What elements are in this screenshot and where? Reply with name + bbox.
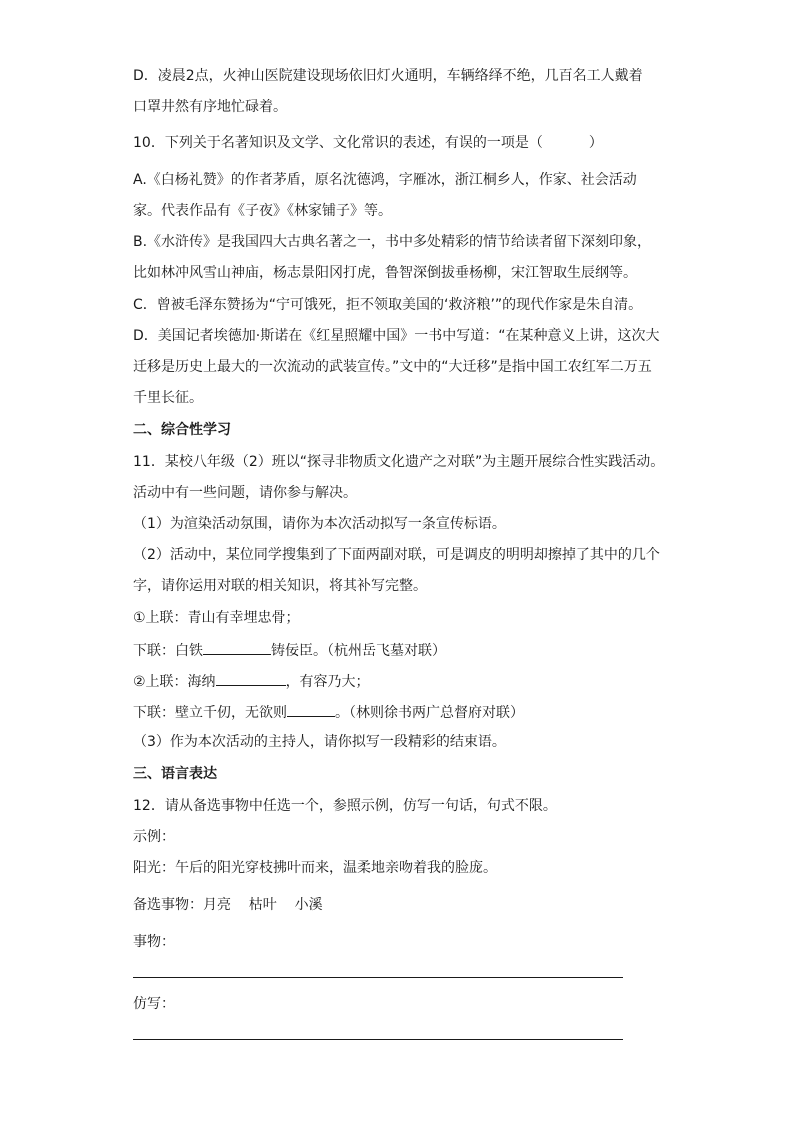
- thing-label: 事物：: [133, 934, 175, 950]
- couplet-2-lower-start: 下联：壁立千仞，无欲则: [133, 705, 287, 721]
- thing-answer-line[interactable]: [133, 977, 623, 978]
- couplet-1-lower-start: 下联：白铁: [133, 643, 203, 659]
- question-11-line-2: 活动中有一些问题，请你参与解决。: [133, 485, 357, 501]
- question-11-part-1: （1）为渲染活动氛围，请你为本次活动拟写一条宣传标语。: [133, 516, 506, 532]
- couplet-2-upper: [133, 671, 673, 691]
- option-d-line-1: D．凌晨2点，火神山医院建设现场依旧灯火通明，车辆络绎不绝，几百名工人戴着: [133, 68, 643, 84]
- couplet-2-upper-end: ，有容乃大；: [285, 674, 370, 690]
- couplet-1-lower-end: 铸佞臣。（杭州岳飞墓对联）: [271, 643, 446, 659]
- option-d2-line-1: D．美国记者埃德加·斯诺在《红星照耀中国》一书中写道：“在某种意义上讲，这次大: [133, 328, 660, 344]
- example-label: 示例：: [133, 829, 175, 845]
- question-11-part-2-line-2: 字，请你运用对联的相关知识，将其补写完整。: [133, 578, 427, 594]
- couplet-2-lower: [133, 702, 673, 722]
- question-11-part-3: （3）作为本次活动的主持人，请你拟写一段精彩的结束语。: [133, 734, 506, 750]
- couplet-2-lower-end: 。（林则徐书两广总督府对联）: [335, 705, 524, 721]
- option-a-line-1: A.《白杨礼赞》的作者茅盾，原名沈德鸿，字雁冰，浙江桐乡人，作家、社会活动: [133, 172, 637, 188]
- question-12: 12．请从备选事物中任选一个，参照示例，仿写一句话，句式不限。: [133, 798, 557, 814]
- option-b-line-2: 比如林冲风雪山神庙，杨志景阳冈打虎，鲁智深倒拔垂杨柳，宋江智取生辰纲等。: [133, 265, 637, 281]
- example-text: 阳光：午后的阳光穿枝拂叶而来，温柔地亲吻着我的脸庞。: [133, 860, 497, 876]
- option-b-line-1: B.《水浒传》是我国四大古典名著之一，书中多处精彩的情节给读者留下深刻印象，: [133, 234, 652, 250]
- option-d-line-2: 口罩井然有序地忙碌着。: [133, 99, 287, 115]
- imitation-answer-line[interactable]: [133, 1039, 623, 1040]
- option-c-line-1: C．曾被毛泽东赞扬为“宁可饿死，拒不领取美国的‘救济粮’”的现代作家是朱自清。: [133, 297, 643, 313]
- couplet-2-blank-2[interactable]: [287, 702, 335, 717]
- couplet-1-blank[interactable]: [203, 640, 271, 655]
- question-10: [133, 134, 673, 152]
- section-2-heading: 二、综合性学习: [133, 422, 231, 438]
- couplet-2-blank-1[interactable]: [216, 671, 286, 686]
- question-10-close: ）: [588, 135, 603, 151]
- section-3-heading: 三、语言表达: [133, 766, 217, 782]
- option-d2-line-2: 迁移是历史上最大的一次流动的武装宣传。”文中的“大迁移”是指中国工农红军二万五: [133, 359, 652, 375]
- couplet-1-upper: ①上联：青山有幸埋忠骨；: [133, 610, 300, 626]
- couplet-1-lower: [133, 640, 673, 660]
- question-11-line-1: 11．某校八年级（2）班以“探寻非物质文化遗产之对联”为主题开展综合性实践活动。: [133, 454, 665, 470]
- imitation-label: 仿写：: [133, 996, 175, 1012]
- couplet-2-upper-start: ②上联：海纳: [133, 674, 216, 690]
- option-d2-line-3: 千里长征。: [133, 390, 203, 406]
- options-list: 备选事物：月亮 枯叶 小溪: [133, 897, 323, 913]
- question-11-part-2-line-1: （2）活动中，某位同学搜集到了下面两副对联，可是调皮的明明却擦掉了其中的几个: [133, 547, 660, 563]
- question-10-text: 10．下列关于名著知识及文学、文化常识的表述，有误的一项是（: [133, 135, 543, 151]
- option-a-line-2: 家。代表作品有《子夜》《林家铺子》等。: [133, 203, 392, 219]
